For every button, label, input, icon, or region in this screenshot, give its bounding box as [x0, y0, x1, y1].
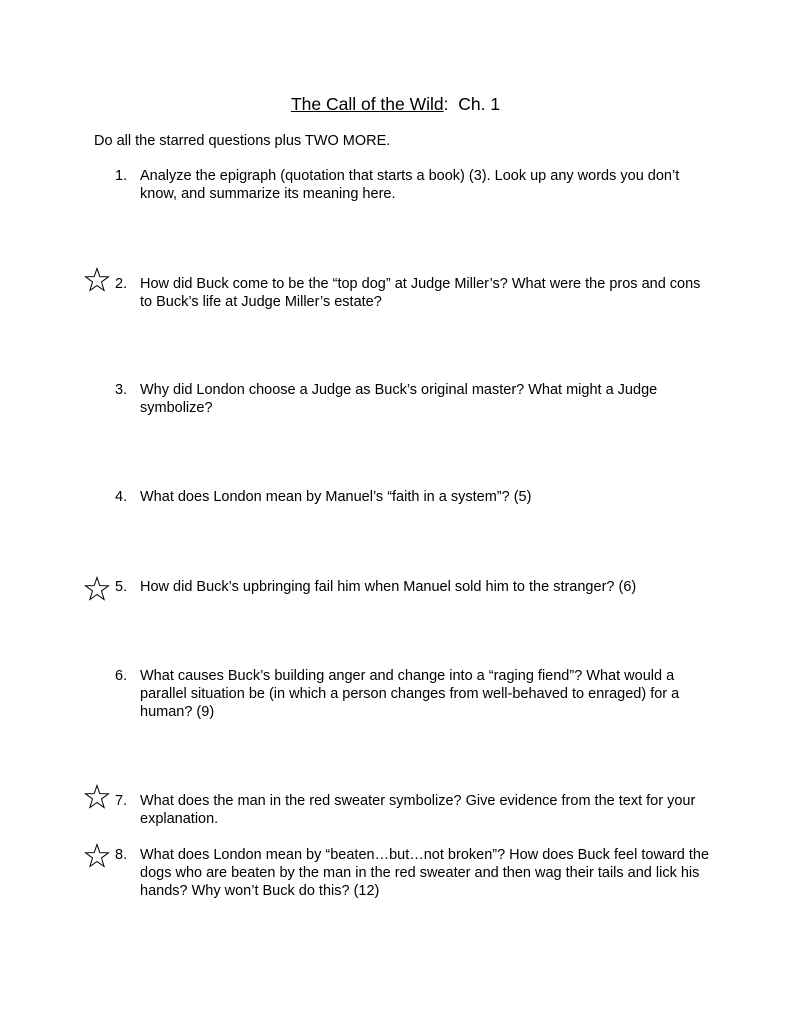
question-number: 8.: [115, 847, 128, 863]
question-text: How did Buck’s upbringing fail him when Manuel sold him to the stranger? (6): [140, 579, 637, 595]
question-text: What causes Buck’s building anger and change into a “raging fiend”? What would a parallel situation be (in which a person changes from well-behaved to enraged) for a human? (9): [140, 668, 680, 720]
question-text: Analyze the epigraph (quotation that starts a book) (3). Look up any words you don’t know, and summarize its meaning here.: [140, 168, 680, 202]
star-icon: [84, 784, 110, 810]
question-number: 2.: [115, 276, 128, 292]
question-number: 1.: [115, 168, 128, 184]
star-icon: [84, 576, 110, 602]
question-text: Why did London choose a Judge as Buck’s original master? What might a Judge symbolize?: [140, 382, 658, 416]
star-icon: [84, 843, 110, 869]
question-text: What does London mean by Manuel’s “faith in a system”? (5): [140, 489, 532, 505]
question-text: What does London mean by “beaten…but…not broken”? How does Buck feel toward the dogs who are beaten by the man in the red sweater and then wag their tails and lick his hands? Why won’t Buck do this? (12): [140, 847, 710, 899]
title-book-name: The Call of the Wild: [290, 94, 444, 114]
question-number: 6.: [115, 668, 128, 684]
instructions-text: Do all the starred questions plus TWO MORE.: [94, 133, 391, 149]
question-number: 4.: [115, 489, 128, 505]
title-chapter: : Ch. 1: [443, 94, 501, 114]
question-text: What does the man in the red sweater symbolize? Give evidence from the text for your explanation.: [140, 793, 696, 827]
question-number: 3.: [115, 382, 128, 398]
question-number: 7.: [115, 793, 128, 809]
question-text: How did Buck come to be the “top dog” at Judge Miller’s? What were the pros and cons to Buck’s life at Judge Miller’s estate?: [140, 276, 701, 310]
star-icon: [84, 267, 110, 293]
page-title: [0, 93, 791, 115]
question-number: 5.: [115, 579, 128, 595]
